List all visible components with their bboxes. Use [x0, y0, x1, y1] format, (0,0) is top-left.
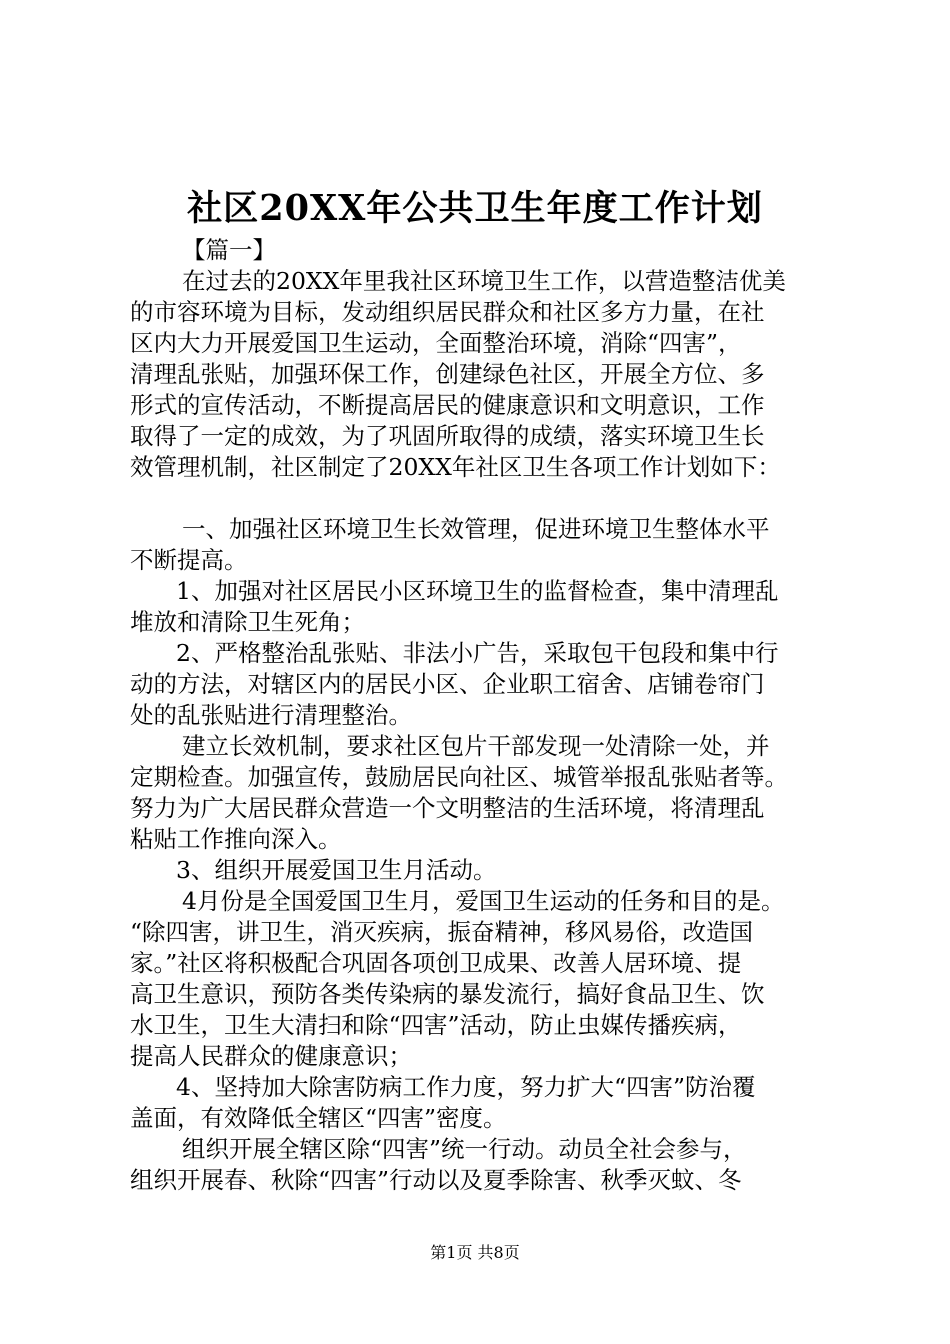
- body-line: 盖面，有效降低全辖区“四害”密度。: [130, 1104, 507, 1132]
- page-number-footer: 第1页 共8页: [430, 1243, 520, 1262]
- body-line: 取得了一定的成效，为了巩固所取得的成绩，落实环境卫生长: [130, 422, 765, 450]
- body-line: 一、加强社区环境卫生长效管理，促进环境卫生整体水平: [182, 515, 770, 543]
- body-line: 在过去的20XX年里我社区环境卫生工作，以营造整洁优美: [182, 267, 786, 295]
- body-line: 1、加强对社区居民小区环境卫生的监督检查，集中清理乱: [176, 577, 779, 605]
- body-line: 高卫生意识，预防各类传染病的暴发流行，搞好食品卫生、饮: [130, 980, 765, 1008]
- body-line: 形式的宣传活动，不断提高居民的健康意识和文明意识，工作: [130, 391, 765, 419]
- body-line: 组织开展全辖区除“四害”统一行动。动员全社会参与，: [182, 1135, 747, 1163]
- body-line: 粘贴工作推向深入。: [130, 825, 342, 853]
- body-line: 建立长效机制，要求社区包片干部发现一处清除一处，并: [182, 732, 770, 760]
- body-line: 努力为广大居民群众营造一个文明整洁的生活环境，将清理乱: [130, 794, 765, 822]
- page-title: 社区20XX年公共卫生年度工作计划: [187, 188, 763, 229]
- body-line: 效管理机制，社区制定了20XX年社区卫生各项工作计划如下：: [130, 453, 781, 481]
- body-line: 组织开展春、秋除“四害”行动以及夏季除害、秋季灭蚊、冬: [130, 1166, 742, 1194]
- body-line: 清理乱张贴，加强环保工作，创建绿色社区，开展全方位、多: [130, 360, 765, 388]
- body-line: 4、坚持加大除害防病工作力度，努力扩大“四害”防治覆: [176, 1073, 756, 1101]
- section-label: 【篇一】: [182, 236, 276, 264]
- body-line: 的市容环境为目标，发动组织居民群众和社区多方力量，在社: [130, 298, 765, 326]
- body-line: 2、严格整治乱张贴、非法小广告，采取包干包段和集中行: [176, 639, 779, 667]
- body-line: 提高人民群众的健康意识；: [130, 1042, 412, 1070]
- body-line: 不断提高。: [130, 546, 248, 574]
- body-line: 区内大力开展爱国卫生运动，全面整治环境，消除“四害”，: [130, 329, 742, 357]
- body-line: 处的乱张贴进行清理整治。: [130, 701, 412, 729]
- body-line: “除四害，讲卫生，消灭疾病，振奋精神，移风易俗，改造国: [130, 918, 754, 946]
- body-line: 定期检查。加强宣传，鼓励居民向社区、城管举报乱张贴者等。: [130, 763, 788, 791]
- body-line: 堆放和清除卫生死角；: [130, 608, 365, 636]
- body-line: 家。”社区将积极配合巩固各项创卫成果、改善人居环境、提: [130, 949, 742, 977]
- body-line: 动的方法，对辖区内的居民小区、企业职工宿舍、店铺卷帘门: [130, 670, 765, 698]
- body-line: 3、组织开展爱国卫生月活动。: [176, 856, 497, 884]
- body-line: 水卫生，卫生大清扫和除“四害”活动，防止虫媒传播疾病，: [130, 1011, 742, 1039]
- body-line: 4月份是全国爱国卫生月，爱国卫生运动的任务和目的是。: [182, 887, 785, 915]
